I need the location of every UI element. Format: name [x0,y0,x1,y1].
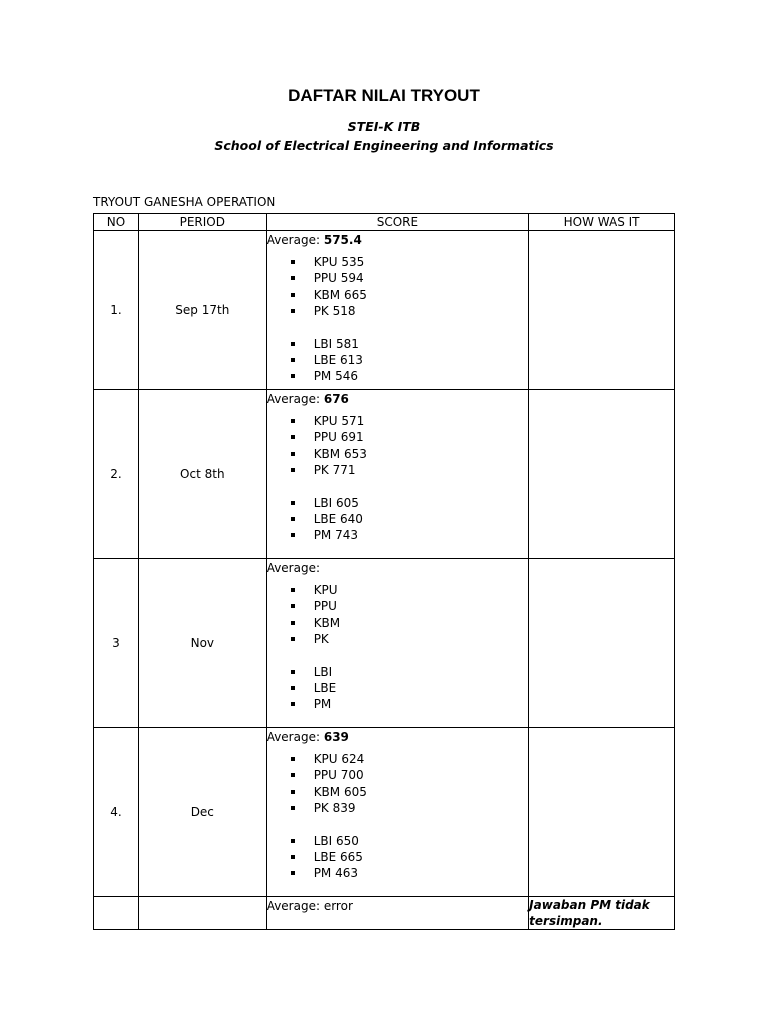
subject-score: LBI 605 [291,495,528,511]
subject-score: PM [291,696,528,712]
subject-score: PPU 691 [291,429,528,445]
header-how-was-it: HOW WAS IT [529,214,675,231]
row-score [266,559,528,728]
square-bullet-icon [291,501,295,505]
row-score [266,728,528,897]
square-bullet-icon [291,419,295,423]
subject-score: LBE 665 [291,849,528,865]
square-bullet-icon [291,702,295,706]
row-number [94,897,139,930]
average-line [267,560,528,576]
square-bullet-icon [291,342,295,346]
header-no: NO [94,214,139,231]
table-row [94,897,675,930]
subject-score: LBI 581 [291,336,528,352]
table-header-row [94,214,675,231]
table-row [94,559,675,728]
square-bullet-icon [291,637,295,641]
row-number: 3 [94,559,139,728]
average-value: 575.4 [323,233,362,247]
average-value: 676 [323,392,349,406]
square-bullet-icon [291,604,295,608]
average-label: Average: [266,392,321,406]
row-number: 1. [94,231,139,390]
subject-score: KPU 624 [291,751,528,767]
row-period [138,897,266,930]
subject-score: LBE 640 [291,511,528,527]
subject-score: PM 743 [291,527,528,543]
score-table [93,213,675,930]
institution-subtitle: STEI-K ITB [347,119,421,134]
square-bullet-icon [291,293,295,297]
subject-score: PK 771 [291,462,528,478]
subject-score: KPU 535 [291,254,528,270]
square-bullet-icon [291,806,295,810]
row-score [266,231,528,390]
square-bullet-icon [291,871,295,875]
square-bullet-icon [291,790,295,794]
square-bullet-icon [291,533,295,537]
average-value: 639 [323,730,349,744]
subject-score: KBM [291,615,528,631]
subject-score: PM 546 [291,368,528,384]
section-heading: TRYOUT GANESHA OPERATION [93,195,276,209]
square-bullet-icon [291,468,295,472]
row-how-was-it [529,728,675,897]
header-score: SCORE [266,214,528,231]
average-label: Average: [266,233,321,247]
square-bullet-icon [291,309,295,313]
row-period: Dec [138,728,266,897]
header-period: PERIOD [138,214,266,231]
average-line [267,391,528,407]
subject-score: KPU [291,582,528,598]
square-bullet-icon [291,374,295,378]
subject-score: PK [291,631,528,647]
square-bullet-icon [291,839,295,843]
row-period: Nov [138,559,266,728]
row-number: 4. [94,728,139,897]
square-bullet-icon [291,773,295,777]
row-score [266,390,528,559]
subject-score: LBE 613 [291,352,528,368]
square-bullet-icon [291,588,295,592]
subject-score: PPU 594 [291,270,528,286]
row-how-was-it [529,231,675,390]
subject-score: PK 518 [291,303,528,319]
row-score [266,897,528,930]
average-label: Average: [266,730,321,744]
square-bullet-icon [291,757,295,761]
row-period: Oct 8th [138,390,266,559]
square-bullet-icon [291,358,295,362]
table-row [94,231,675,390]
square-bullet-icon [291,435,295,439]
row-how-was-it: Jawaban PM tidak tersimpan. [529,897,675,930]
row-how-was-it [529,559,675,728]
subject-score: LBE [291,680,528,696]
square-bullet-icon [291,621,295,625]
subject-score: PM 463 [291,865,528,881]
square-bullet-icon [291,517,295,521]
school-subtitle: School of Electrical Engineering and Informatics [214,138,554,153]
subject-score: PPU 700 [291,767,528,783]
average-line [267,729,528,745]
subject-score: KBM 653 [291,446,528,462]
subject-score: KBM 665 [291,287,528,303]
square-bullet-icon [291,276,295,280]
square-bullet-icon [291,670,295,674]
subject-score: LBI [291,664,528,680]
average-line [267,232,528,248]
average-label: Average: [266,561,321,575]
square-bullet-icon [291,855,295,859]
square-bullet-icon [291,686,295,690]
square-bullet-icon [291,260,295,264]
square-bullet-icon [291,452,295,456]
row-how-was-it [529,390,675,559]
subject-score: LBI 650 [291,833,528,849]
subject-score: PPU [291,598,528,614]
document-title: DAFTAR NILAI TRYOUT [288,86,480,105]
table-row [94,728,675,897]
subject-score: KPU 571 [291,413,528,429]
row-number: 2. [94,390,139,559]
table-row [94,390,675,559]
average-error-text: Average: error [266,899,353,913]
row-period: Sep 17th [138,231,266,390]
subject-score: PK 839 [291,800,528,816]
subject-score: KBM 605 [291,784,528,800]
